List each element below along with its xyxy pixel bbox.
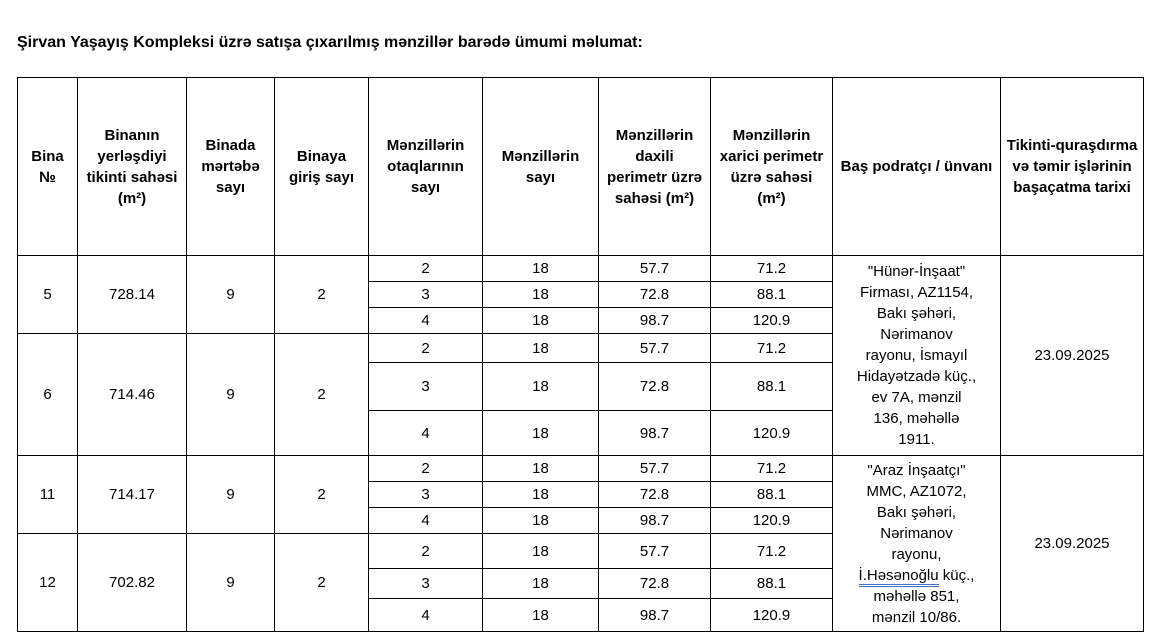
menzil-sayi-cell: 18 (483, 599, 599, 632)
daxili-perimetr-cell: 98.7 (599, 599, 711, 632)
menzil-sayi-cell: 18 (483, 534, 599, 569)
col-header-mertebe-sayi: Binada mərtəbə sayı (187, 78, 275, 256)
otaq-sayi-cell: 2 (369, 534, 483, 569)
xarici-perimetr-cell: 120.9 (711, 508, 833, 534)
xarici-perimetr-cell: 71.2 (711, 334, 833, 363)
mertebe-sayi-cell: 9 (187, 256, 275, 334)
address-line: mənzil 10/86. (871, 608, 962, 626)
page-title: Şirvan Yaşayış Kompleksi üzrə satışa çıxarılmış mənzillər barədə ümumi məlumat: (17, 34, 643, 51)
daxili-perimetr-cell: 57.7 (599, 456, 711, 482)
daxili-perimetr-cell: 98.7 (599, 308, 711, 334)
daxili-perimetr-cell: 72.8 (599, 282, 711, 308)
otaq-sayi-cell: 2 (369, 456, 483, 482)
bina-no-cell: 5 (18, 256, 78, 334)
address-line: Nərimanov (880, 524, 953, 542)
daxili-perimetr-cell: 72.8 (599, 569, 711, 599)
col-header-bas-podratci: Baş podratçı / ünvanı (833, 78, 1001, 256)
address-line: Firması, AZ1154, (859, 284, 974, 301)
address-line: MMC, AZ1072, (866, 482, 967, 500)
otaq-sayi-cell: 3 (369, 363, 483, 411)
otaq-sayi-cell: 3 (369, 482, 483, 508)
menzil-sayi-cell: 18 (483, 508, 599, 534)
daxili-perimetr-cell: 98.7 (599, 508, 711, 534)
daxili-perimetr-cell: 57.7 (599, 256, 711, 282)
otaq-sayi-cell: 4 (369, 411, 483, 456)
tikinti-sahesi-cell: 728.14 (78, 256, 187, 334)
xarici-perimetr-cell: 88.1 (711, 482, 833, 508)
bina-no-cell: 6 (18, 334, 78, 456)
contractor-address-cell (833, 456, 1001, 632)
giris-sayi-cell: 2 (275, 456, 369, 534)
tikinti-sahesi-cell: 714.17 (78, 456, 187, 534)
menzil-sayi-cell: 18 (483, 569, 599, 599)
contractor-address-cell (833, 256, 1001, 456)
daxili-perimetr-cell: 57.7 (599, 334, 711, 363)
xarici-perimetr-cell: 88.1 (711, 569, 833, 599)
giris-sayi-cell: 2 (275, 534, 369, 632)
bina-no-cell: 11 (18, 456, 78, 534)
xarici-perimetr-cell: 88.1 (711, 282, 833, 308)
completion-date-cell: 23.09.2025 (1001, 456, 1144, 632)
completion-date-cell: 23.09.2025 (1001, 256, 1144, 456)
xarici-perimetr-cell: 71.2 (711, 456, 833, 482)
otaq-sayi-cell: 4 (369, 599, 483, 632)
otaq-sayi-cell: 4 (369, 508, 483, 534)
menzil-sayi-cell: 18 (483, 363, 599, 411)
col-header-otaq-sayi: Mənzillərin otaqlarının sayı (369, 78, 483, 256)
mertebe-sayi-cell: 9 (187, 334, 275, 456)
menzil-sayi-cell: 18 (483, 282, 599, 308)
mertebe-sayi-cell: 9 (187, 456, 275, 534)
table-row (18, 256, 1144, 282)
col-header-giris-sayi: Binaya giriş sayı (275, 78, 369, 256)
address-line: Bakı şəhəri, (876, 305, 957, 322)
address-line: rayonu, (891, 545, 942, 563)
col-header-bina-no: Bina № (18, 78, 78, 256)
address-line: Hidayətzadə küç., (856, 368, 977, 385)
menzil-sayi-cell: 18 (483, 482, 599, 508)
giris-sayi-cell: 2 (275, 334, 369, 456)
daxili-perimetr-cell: 72.8 (599, 482, 711, 508)
address-line: Bakı şəhəri, (876, 503, 957, 521)
otaq-sayi-cell: 3 (369, 569, 483, 599)
col-header-daxili-perimetr: Mənzillərin daxili perimetr üzrə sahəsi (m²) (599, 78, 711, 256)
daxili-perimetr-cell: 98.7 (599, 411, 711, 456)
daxili-perimetr-cell: 57.7 (599, 534, 711, 569)
header-row (18, 78, 1144, 256)
giris-sayi-cell: 2 (275, 256, 369, 334)
address-line (836, 565, 997, 586)
otaq-sayi-cell: 2 (369, 334, 483, 363)
street-suffix: küç., (938, 566, 975, 584)
xarici-perimetr-cell: 120.9 (711, 599, 833, 632)
apartments-table (17, 77, 1144, 632)
daxili-perimetr-cell: 72.8 (599, 363, 711, 411)
tikinti-sahesi-cell: 702.82 (78, 534, 187, 632)
xarici-perimetr-cell: 120.9 (711, 411, 833, 456)
menzil-sayi-cell: 18 (483, 308, 599, 334)
otaq-sayi-cell: 3 (369, 282, 483, 308)
table-row (18, 456, 1144, 482)
xarici-perimetr-cell: 88.1 (711, 363, 833, 411)
otaq-sayi-cell: 2 (369, 256, 483, 282)
address-line: 136, məhəllə (873, 410, 960, 427)
tikinti-sahesi-cell: 714.46 (78, 334, 187, 456)
col-header-tarix: Tikinti-quraşdırma və təmir işlərinin başaçatma tarixi (1001, 78, 1144, 256)
address-line: Nərimanov (880, 326, 953, 343)
bina-no-cell: 12 (18, 534, 78, 632)
mertebe-sayi-cell: 9 (187, 534, 275, 632)
address-line: ev 7A, mənzil (871, 389, 962, 406)
col-header-tikinti-sahesi: Binanın yerləşdiyi tikinti sahəsi (m²) (78, 78, 187, 256)
underlined-street-name: İ.Həsənoğlu (859, 567, 939, 587)
xarici-perimetr-cell: 71.2 (711, 256, 833, 282)
col-header-xarici-perimetr: Mənzillərin xarici perimetr üzrə sahəsi (m²) (711, 78, 833, 256)
address-line: "Araz İnşaatçı" (867, 461, 966, 479)
menzil-sayi-cell: 18 (483, 334, 599, 363)
menzil-sayi-cell: 18 (483, 456, 599, 482)
address-line: "Hünər-İnşaat" (867, 263, 966, 280)
menzil-sayi-cell: 18 (483, 256, 599, 282)
xarici-perimetr-cell: 71.2 (711, 534, 833, 569)
address-line: məhəllə 851, (873, 587, 960, 605)
address-line: rayonu, İsmayıl (865, 347, 968, 364)
address-line: 1911. (898, 431, 935, 448)
col-header-menzil-sayi: Mənzillərin sayı (483, 78, 599, 256)
otaq-sayi-cell: 4 (369, 308, 483, 334)
xarici-perimetr-cell: 120.9 (711, 308, 833, 334)
menzil-sayi-cell: 18 (483, 411, 599, 456)
